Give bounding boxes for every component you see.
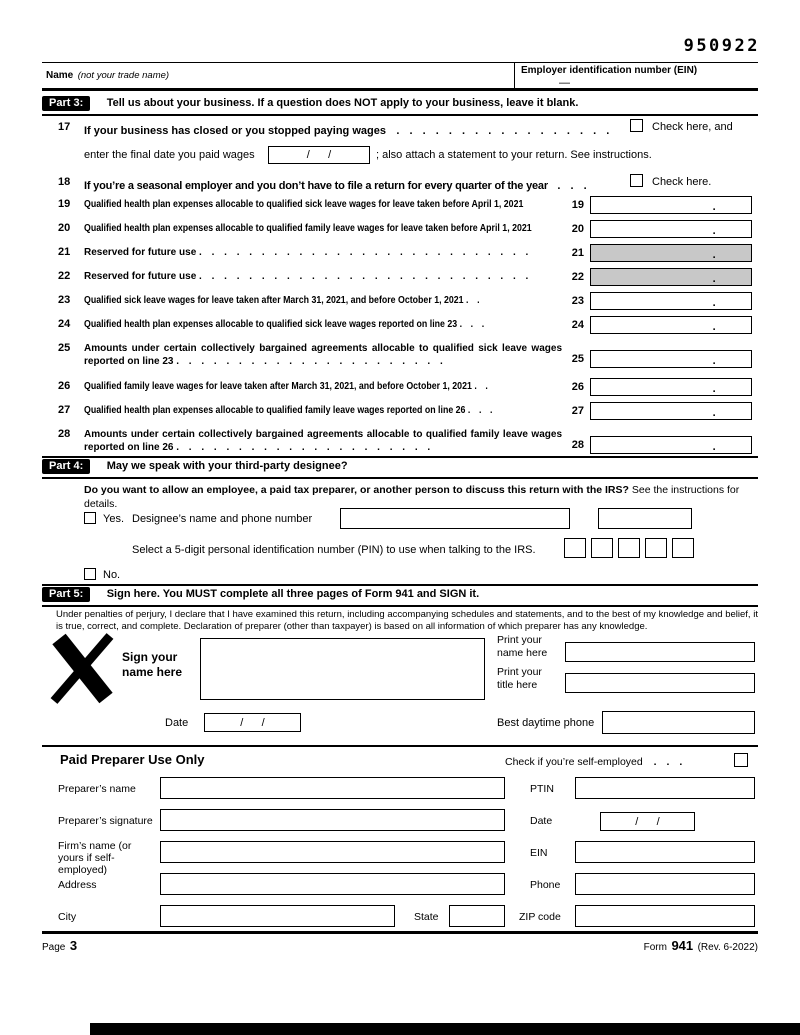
ein-field-cell[interactable]	[514, 63, 758, 88]
line-17-continuation-after: ; also attach a statement to your return. See instructions.	[376, 149, 652, 161]
dot-leader: . .	[466, 295, 480, 306]
preparer-name-input[interactable]	[160, 777, 505, 799]
name-field-cell[interactable]	[42, 63, 514, 88]
line-23-amount-input[interactable]	[590, 292, 752, 310]
line-18	[42, 174, 758, 192]
line-number-left: 25	[58, 342, 71, 354]
line-description	[84, 342, 562, 368]
form-catalog-number: 950922	[683, 36, 760, 56]
pin-digit-box-4[interactable]	[645, 538, 667, 558]
city-input[interactable]	[160, 905, 395, 927]
part3-divider	[42, 114, 758, 116]
dot-leader: . . . . . . . . . . . . . . . . . . . . .	[176, 442, 431, 453]
line-18-number: 18	[58, 176, 71, 188]
part4-question-rest: See the instructions for details.	[84, 484, 740, 510]
print-name-label: Print your name here	[497, 634, 548, 659]
decimal-point: .	[712, 225, 716, 237]
print-title-label: Print your title here	[497, 666, 542, 691]
line-text: Qualified health plan expenses allocable to qualified family leave wages reported on line 26	[84, 405, 466, 416]
sign-date-input[interactable]	[204, 713, 301, 732]
sign-date-label: Date	[165, 717, 189, 729]
dot-leader: . . . . . . . . . . . . . . . . . . . . . . . . . . .	[199, 247, 529, 258]
part4-header	[42, 459, 758, 475]
ein-dash: —	[559, 77, 570, 89]
line-17-continuation	[42, 146, 758, 164]
dot-leader: . . .	[467, 405, 493, 416]
line-17-continuation-text: enter the final date you paid wages	[84, 149, 255, 161]
footer-rule	[42, 931, 758, 934]
page-number	[42, 937, 77, 955]
revision-text: (Rev. 6-2022)	[697, 942, 758, 953]
line-text: Reserved for future use	[84, 247, 197, 258]
preparer-top-rule	[42, 745, 758, 747]
designee-yes-label: Yes.	[103, 513, 125, 525]
line-description	[84, 222, 562, 235]
line-description	[84, 294, 562, 307]
line-28-amount-input[interactable]	[590, 436, 752, 454]
ptin-input[interactable]	[575, 777, 755, 799]
name-note: (not your trade name)	[77, 70, 170, 81]
line-17-number: 17	[58, 121, 71, 133]
line-18-text-wrap	[84, 176, 587, 194]
scan-edge-artifact	[90, 1023, 800, 1035]
pin-digit-box-5[interactable]	[672, 538, 694, 558]
part3-title: Tell us about your business. If a question does NOT apply to your business, leave it blank.	[106, 96, 579, 109]
line-number-right: 24	[571, 319, 584, 331]
page-num: 3	[69, 938, 78, 953]
dot-leader: . . . . . . . . . . . . . . . . . . . . . .	[176, 356, 443, 367]
print-title-input[interactable]	[565, 673, 755, 693]
line-number-right: 20	[571, 223, 584, 235]
line-number-right: 25	[571, 353, 584, 365]
part5-divider	[42, 605, 758, 607]
line-description	[84, 318, 562, 331]
pin-digit-box-3[interactable]	[618, 538, 640, 558]
part5-top-rule	[42, 584, 758, 586]
pin-digit-box-1[interactable]	[564, 538, 586, 558]
line-18-text: If you’re a seasonal employer and you don’t have to file a return for every quarter of the year	[84, 180, 548, 192]
final-date-input[interactable]	[268, 146, 370, 164]
preparer-date-label: Date	[530, 815, 553, 827]
designee-no-row	[42, 567, 758, 583]
designee-name-input[interactable]	[340, 508, 570, 529]
dot-leader: . . . . . . . . . . . . . . . . .	[396, 125, 610, 137]
page-word: Page	[42, 942, 66, 953]
form-revision	[644, 937, 758, 955]
daytime-phone-label: Best daytime phone	[497, 717, 595, 729]
line-number-left: 19	[58, 198, 71, 210]
decimal-point: .	[712, 383, 716, 395]
dot-leader: . . .	[557, 180, 587, 192]
date-slashes: / /	[240, 716, 265, 729]
decimal-point: .	[712, 273, 716, 285]
line-17-text-wrap	[84, 121, 609, 139]
line-number-left: 23	[58, 294, 71, 306]
line-17	[42, 119, 758, 137]
sign-here-label: Sign your name here	[122, 650, 183, 679]
perjury-statement: Under penalties of perjury, I declare that I have examined this return, including accompanying schedules and statements, and to the best of my knowledge and belief, it is true, correct, and complete. Declaration of preparer (other than taxpayer) is based on all information of which preparer has any knowledge.	[56, 609, 758, 632]
self-employed-text: Check if you’re self-employed	[505, 756, 643, 768]
part3-tag: Part 3:	[42, 96, 90, 111]
self-employed-checkbox[interactable]	[734, 753, 748, 767]
line-description	[84, 198, 562, 211]
line-text: Qualified sick leave wages for leave taken after March 31, 2021, and before October 1, 2021	[84, 295, 464, 306]
address-label: Address	[58, 879, 97, 891]
firm-name-input[interactable]	[160, 841, 505, 863]
line-description	[84, 270, 562, 283]
state-label: State	[414, 911, 439, 923]
designee-name-phone-label: Designee’s name and phone number	[132, 513, 313, 525]
decimal-point: .	[712, 407, 716, 419]
line-number-left: 28	[58, 428, 71, 440]
line-17-text: If your business has closed or you stopped paying wages	[84, 125, 386, 137]
dot-leader: . . .	[653, 756, 683, 768]
line-number-right: 26	[571, 381, 584, 393]
line-27-amount-input[interactable]	[590, 402, 752, 420]
line-20-amount-input[interactable]	[590, 220, 752, 238]
line-number-right: 28	[571, 439, 584, 451]
preparer-date-input[interactable]	[600, 812, 695, 831]
line-text: Amounts under certain collectively bargained agreements allocable to qualified family leave wages reported on line 26	[84, 429, 562, 453]
date-slashes: / /	[306, 149, 332, 161]
line-17-check-label: Check here, and	[652, 121, 733, 133]
preparer-ein-label: EIN	[530, 847, 548, 859]
line-description	[84, 380, 562, 393]
line-18-checkbox[interactable]	[630, 174, 643, 187]
daytime-phone-input[interactable]	[602, 711, 755, 734]
date-slashes: / /	[635, 815, 660, 828]
designee-no-label: No.	[103, 569, 121, 581]
line-number-left: 24	[58, 318, 71, 330]
designee-phone-input[interactable]	[598, 508, 692, 529]
line-description	[84, 428, 562, 454]
ptin-label: PTIN	[530, 783, 554, 795]
line-text: Qualified health plan expenses allocable to qualified sick leave wages reported on line 23	[84, 319, 458, 330]
decimal-point: .	[712, 297, 716, 309]
name-label: Name	[46, 70, 74, 81]
part3-header	[42, 96, 758, 112]
designee-yes-row	[42, 511, 758, 533]
preparer-name-label: Preparer’s name	[58, 783, 136, 795]
signature-input[interactable]	[200, 638, 485, 700]
dot-leader: . . . . . . . . . . . . . . . . . . . . . . . . . . .	[199, 271, 529, 282]
part4-tag: Part 4:	[42, 459, 90, 474]
line-description	[84, 246, 562, 259]
decimal-point: .	[712, 249, 716, 261]
line-text: Amounts under certain collectively bargained agreements allocable to qualified sick leave wages reported on line 23	[84, 343, 562, 367]
part5-header	[42, 587, 758, 603]
ein-label: Employer identification number (EIN)	[521, 65, 698, 76]
line-number-right: 21	[571, 247, 584, 259]
city-label: City	[58, 911, 77, 923]
line-number-left: 21	[58, 246, 71, 258]
pin-row	[42, 541, 758, 563]
designee-no-checkbox[interactable]	[84, 568, 96, 580]
signature-x-icon	[44, 632, 122, 704]
line-18-check-label: Check here.	[652, 176, 712, 188]
line-text: Qualified health plan expenses allocable to qualified family leave wages for leave taken before April 1, 2021	[84, 223, 532, 234]
line-number-left: 22	[58, 270, 71, 282]
form-word: Form	[643, 942, 667, 953]
print-name-input[interactable]	[565, 642, 755, 662]
part4-top-rule	[42, 456, 758, 458]
decimal-point: .	[712, 321, 716, 333]
part4-title: May we speak with your third-party designee?	[106, 459, 348, 472]
designee-yes-checkbox[interactable]	[84, 512, 96, 524]
decimal-point: .	[712, 441, 716, 453]
preparer-ein-input[interactable]	[575, 841, 755, 863]
dot-leader: . .	[474, 381, 488, 392]
line-24-amount-input[interactable]	[590, 316, 752, 334]
part4-question-bold: Do you want to allow an employee, a paid tax preparer, or another person to discuss this return with the IRS?	[84, 484, 629, 496]
line-number-right: 22	[571, 271, 584, 283]
line-number-right: 19	[571, 199, 584, 211]
name-ein-header	[42, 62, 758, 91]
line-number-right: 27	[571, 405, 584, 417]
preparer-phone-input[interactable]	[575, 873, 755, 895]
line-22-amount-box-reserved	[590, 268, 752, 286]
line-text: Qualified health plan expenses allocable to qualified sick leave wages for leave taken before April 1, 2021	[84, 199, 524, 210]
line-21-amount-box-reserved	[590, 244, 752, 262]
part4-question	[84, 483, 758, 511]
form-num: 941	[671, 938, 694, 953]
line-text: Qualified family leave wages for leave taken after March 31, 2021, and before October 1, 2021	[84, 381, 472, 392]
pin-label: Select a 5-digit personal identification number (PIN) to use when talking to the IRS.	[132, 544, 536, 556]
decimal-point: .	[712, 355, 716, 367]
part4-divider	[42, 477, 758, 479]
preparer-section-title: Paid Preparer Use Only	[60, 752, 205, 767]
decimal-point: .	[712, 201, 716, 213]
self-employed-label	[505, 756, 682, 768]
preparer-signature-label: Preparer’s signature	[58, 815, 153, 827]
address-input[interactable]	[160, 873, 505, 895]
line-17-checkbox[interactable]	[630, 119, 643, 132]
preparer-phone-label: Phone	[530, 879, 561, 891]
line-text: Reserved for future use	[84, 271, 197, 282]
part5-title: Sign here. You MUST complete all three pages of Form 941 and SIGN it.	[106, 587, 480, 600]
part5-tag: Part 5:	[42, 587, 90, 602]
line-25-amount-input[interactable]	[590, 350, 752, 368]
zip-label: ZIP code	[519, 911, 561, 923]
pin-digit-box-2[interactable]	[591, 538, 613, 558]
line-number-left: 20	[58, 222, 71, 234]
line-number-left: 27	[58, 404, 71, 416]
line-26-amount-input[interactable]	[590, 378, 752, 396]
line-19-amount-input[interactable]	[590, 196, 752, 214]
line-description	[84, 404, 562, 417]
firm-name-label: Firm’s name (or yours if self-employed)	[58, 840, 132, 876]
line-number-right: 23	[571, 295, 584, 307]
preparer-signature-input[interactable]	[160, 809, 505, 831]
line-number-left: 26	[58, 380, 71, 392]
zip-input[interactable]	[575, 905, 755, 927]
dot-leader: . . .	[459, 319, 485, 330]
state-input[interactable]	[449, 905, 505, 927]
